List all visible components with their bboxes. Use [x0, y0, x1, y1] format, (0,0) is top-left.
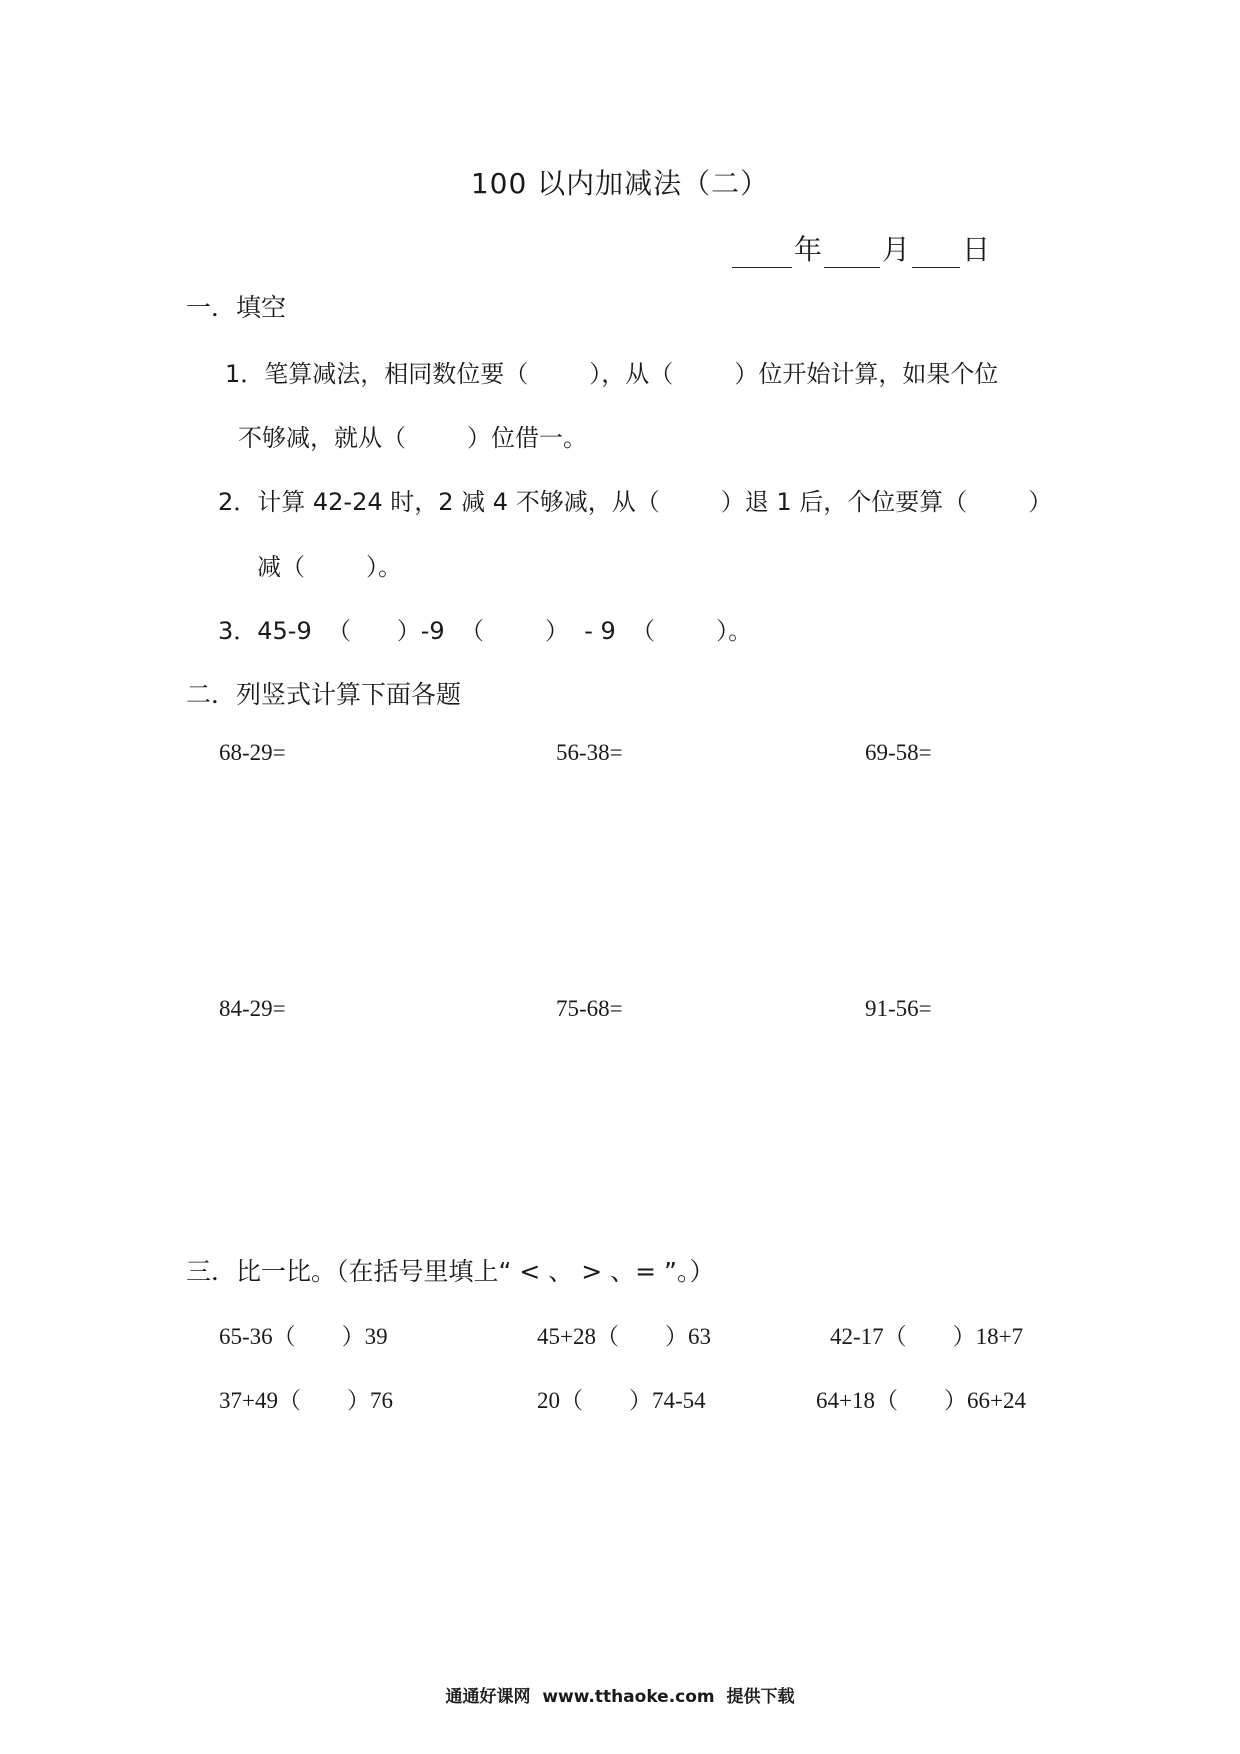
- comparison-item: 20（ ）74-54: [537, 1388, 706, 1413]
- question-1-line-1: 1．笔算减法，相同数位要（ ），从（ ）位开始计算，如果个位: [225, 360, 999, 388]
- comparison-item: 45+28（ ）63: [537, 1324, 711, 1349]
- vertical-problem: 91-56=: [865, 996, 932, 1021]
- year-label: 年: [794, 233, 823, 266]
- question-2-line-1: 2．计算 42-24 时，2 减 4 不够减，从（ ）退 1 后，个位要算（ ）: [218, 488, 1053, 516]
- question-3: 3．45-9 （ ）-9 （ ） - 9 （ ）。: [218, 617, 753, 645]
- month-label: 月: [882, 233, 911, 266]
- footer-credit: 通通好课网 www.tthaoke.com 提供下载: [445, 1687, 795, 1707]
- section3-heading: 三．比一比。（在括号里填上“ < 、 > 、= ”。）: [186, 1257, 715, 1286]
- comparison-item: 42-17（ ）18+7: [830, 1324, 1024, 1349]
- vertical-problem: 68-29=: [219, 740, 286, 765]
- day-blank[interactable]: [912, 241, 960, 268]
- page-title: 100 以内加减法（二）: [470, 167, 770, 200]
- question-1-line-2: 不够减，就从（ ）位借一。: [238, 424, 588, 452]
- vertical-problem: 56-38=: [556, 740, 623, 765]
- comparison-item: 65-36（ ）39: [219, 1324, 388, 1349]
- vertical-problem: 69-58=: [865, 740, 932, 765]
- month-blank[interactable]: [824, 241, 880, 268]
- comparison-item: 64+18（ ）66+24: [816, 1388, 1026, 1413]
- day-label: 日: [962, 233, 991, 266]
- vertical-problem: 84-29=: [219, 996, 286, 1021]
- vertical-problem: 75-68=: [556, 996, 623, 1021]
- section2-heading: 二．列竖式计算下面各题: [186, 680, 462, 709]
- question-2-line-2: 减（ ）。: [257, 553, 403, 581]
- section1-heading: 一．填空: [186, 293, 287, 322]
- comparison-item: 37+49（ ）76: [219, 1388, 393, 1413]
- year-blank[interactable]: [732, 241, 792, 268]
- date-line: [730, 228, 990, 268]
